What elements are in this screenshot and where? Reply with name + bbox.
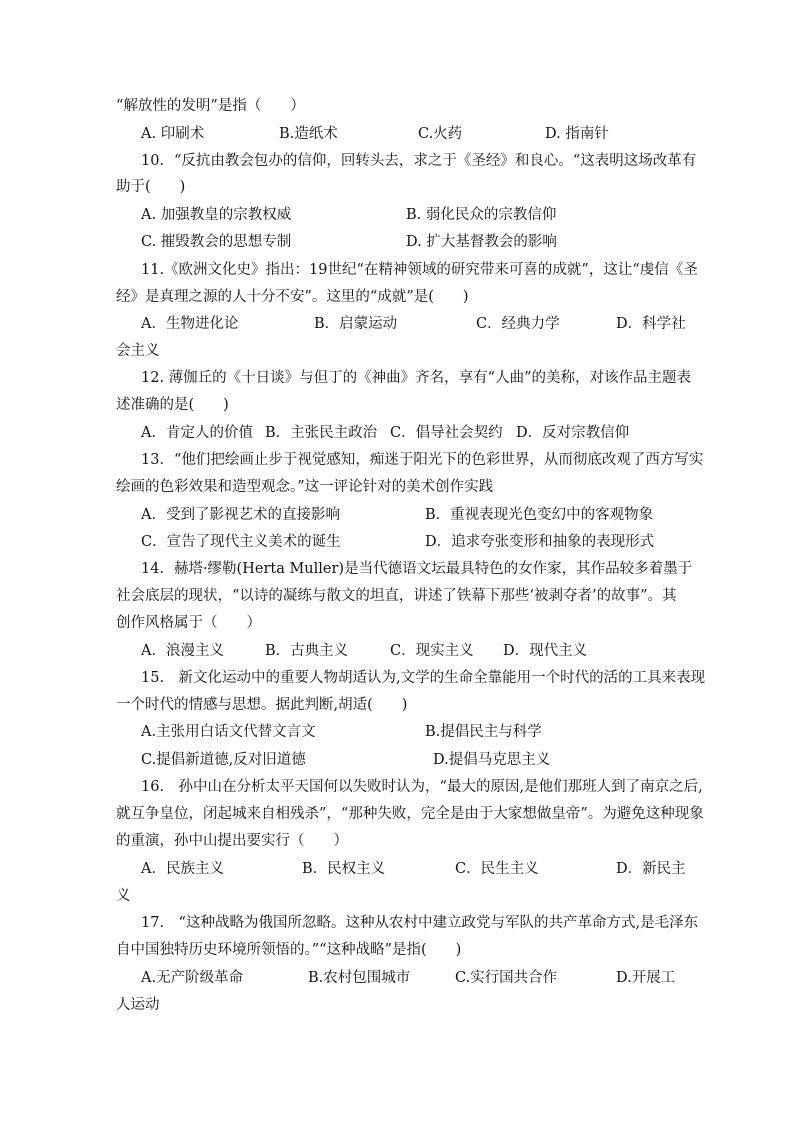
q13-option-b[interactable]: B．重视表现光色变幻中的客观物象 (425, 507, 654, 523)
q9-option-a[interactable]: A. 印刷术 (141, 126, 205, 142)
q16-option-c[interactable]: C．民生主义 (455, 861, 539, 877)
q15-option-c[interactable]: C.提倡新道德,反对旧道德 (141, 752, 306, 768)
q9-option-b[interactable]: B.造纸术 (279, 126, 338, 142)
q9-stem: “解放性的发明”是指（ ） (116, 98, 305, 114)
q15-option-b[interactable]: B.提倡民主与科学 (425, 724, 542, 740)
q12-option-c[interactable]: C．倡导社会契约 (390, 425, 503, 441)
q17-option-a[interactable]: A.无产阶级革命 (141, 970, 244, 986)
q17-stem-line1: 17. “这种战略为俄国所忽略。这种从农村中建立政党与军队的共产革命方式,是毛泽东 (141, 915, 699, 931)
q13-option-a[interactable]: A．受到了影视艺术的直接影响 (141, 507, 340, 523)
q11-stem-line2: 经》是真理之源的人十分不安”。这里的“成就”是( ) (116, 289, 469, 305)
q15-stem-line2: 一个时代的情感与思想。据此判断,胡适( ) (116, 697, 408, 713)
q17-option-b[interactable]: B.农村包围城市 (308, 970, 411, 986)
q11-option-a[interactable]: A．生物进化论 (141, 316, 239, 332)
q16-stem-line3: 的重演，孙中山提出要实行（ ） (116, 833, 348, 849)
q12-option-b[interactable]: B．主张民主政治 (265, 425, 378, 441)
q17-option-d[interactable]: D.开展工 (616, 970, 676, 986)
q11-option-b[interactable]: B．启蒙运动 (314, 316, 398, 332)
q10-option-b[interactable]: B. 弱化民众的宗教信仰 (406, 207, 557, 223)
q17-option-c[interactable]: C.实行国共合作 (455, 970, 558, 986)
q14-option-b[interactable]: B．古典主义 (265, 643, 349, 659)
q13-stem-line1: 13．“他们把绘画止步于视觉感知，痴迷于阳光下的色彩世界，从而彻底改观了西方写实 (141, 452, 704, 468)
q16-stem-line1: 16. 孙中山在分析太平天国何以失败时认为，“最大的原因,是他们那班人到了南京之后, (141, 779, 703, 795)
q11-option-d-wrap: 会主义 (116, 343, 160, 359)
q12-stem-line1: 12. 薄伽丘的《十日谈》与但丁的《神曲》齐名，享有“人曲”的美称，对该作品主题表 (141, 370, 691, 386)
q13-stem-line2: 绘画的色彩效果和造型观念。”这一评论针对的美术创作实践 (116, 479, 494, 495)
q10-stem-line1: 10．“反抗由教会包办的信仰，回转头去，求之于《圣经》和良心。“这表明这场改革有 (141, 153, 697, 169)
q12-option-d[interactable]: D．反对宗教信仰 (516, 425, 630, 441)
q12-stem-line2: 述准确的是( ) (116, 397, 229, 413)
q11-option-c[interactable]: C．经典力学 (476, 316, 560, 332)
q9-option-d[interactable]: D. 指南针 (545, 126, 609, 142)
q10-option-a[interactable]: A. 加强教皇的宗教权威 (141, 207, 292, 223)
q14-stem-line3: 创作风格属于（ ） (116, 615, 261, 631)
q11-stem-line1: 11.《欧洲文化史》指出：19世纪“在精神领域的研究带来可喜的成就”，这让“虔信《圣 (141, 262, 698, 278)
q15-stem-line1: 15. 新文化运动中的重要人物胡适认为,文学的生命全靠能用一个时代的活的工具来表现 (141, 670, 706, 686)
q14-stem-line2: 社会底层的现状，“以诗的凝练与散文的坦直，讲述了铁幕下那些‘被剥夺者’的故事”。其 (116, 588, 677, 604)
q16-stem-line2: 就互争皇位，闭起城来自相残杀”，“那种失败，完全是由于大家想做皇帝”。为避免这种现象 (116, 806, 704, 822)
q10-stem-line2: 助于( ) (116, 179, 186, 195)
q17-option-d-wrap: 人运动 (116, 997, 160, 1013)
q16-option-d[interactable]: D．新民主 (616, 861, 686, 877)
q10-option-d[interactable]: D. 扩大基督教会的影响 (406, 234, 557, 250)
q14-stem-line1: 14．赫塔·缪勒(Herta Muller)是当代德语文坛最具特色的女作家，其作品较多着墨于 (141, 561, 693, 577)
q13-option-d[interactable]: D．追求夸张变形和抽象的表现形式 (425, 534, 655, 550)
q14-option-a[interactable]: A．浪漫主义 (141, 643, 224, 659)
q9-option-c[interactable]: C.火药 (418, 126, 463, 142)
q16-option-a[interactable]: A．民族主义 (141, 861, 224, 877)
q16-option-b[interactable]: B．民权主义 (302, 861, 386, 877)
q14-option-d[interactable]: D．现代主义 (503, 643, 588, 659)
q15-option-d[interactable]: D.提倡马克思主义 (433, 752, 551, 768)
q16-option-d-wrap: 义 (116, 888, 131, 904)
q12-option-a[interactable]: A．肯定人的价值 (141, 425, 253, 441)
q15-option-a[interactable]: A.主张用白话文代替文言文 (141, 724, 316, 740)
q13-option-c[interactable]: C．宣告了现代主义美术的诞生 (141, 534, 341, 550)
q10-option-c[interactable]: C. 摧毁教会的思想专制 (141, 234, 292, 250)
q14-option-c[interactable]: C．现实主义 (390, 643, 474, 659)
q11-option-d[interactable]: D．科学社 (616, 316, 686, 332)
q17-stem-line2: 自中国独特历史环境所领悟的。”“这种战略”是指( ) (116, 942, 462, 958)
